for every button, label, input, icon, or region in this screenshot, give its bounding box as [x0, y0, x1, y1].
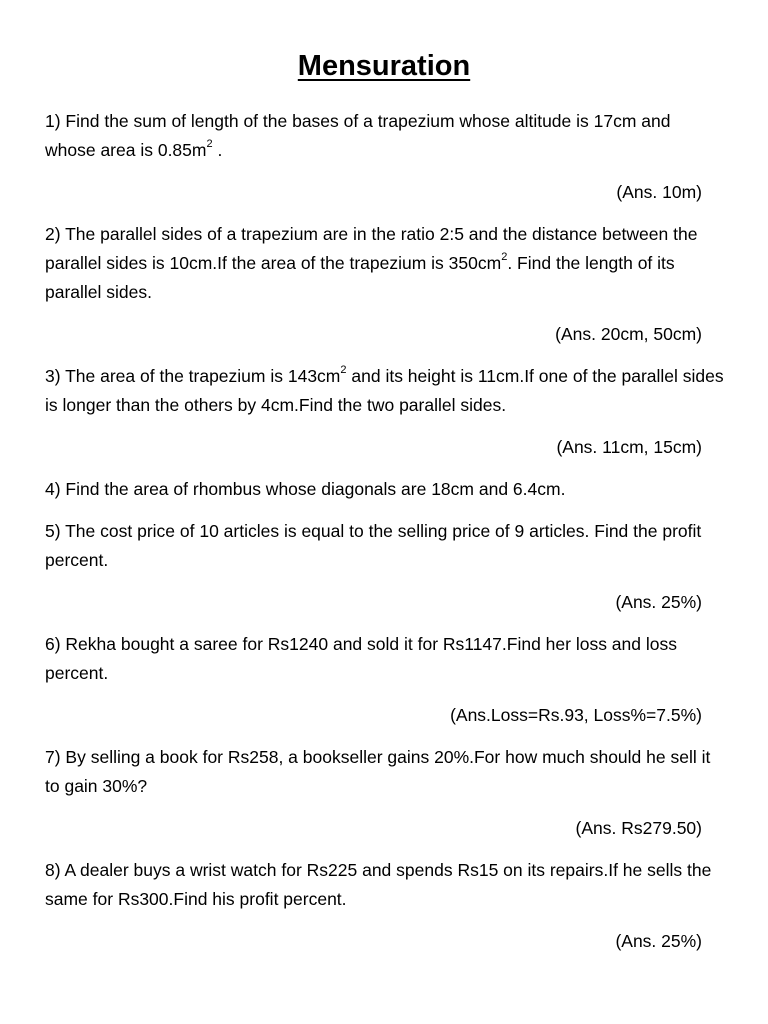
answer-6: (Ans.Loss=Rs.93, Loss%=7.5%) [450, 705, 702, 725]
question-3-text: 3) The area of the trapezium is 143cm [45, 366, 341, 386]
answer-7: (Ans. Rs279.50) [575, 818, 702, 838]
question-4: 4) Find the area of rhombus whose diagonals are 18cm and 6.4cm. [45, 479, 566, 499]
answer-2: (Ans. 20cm, 50cm) [555, 324, 702, 344]
question-6: 6) Rekha bought a saree for Rs1240 and sold it for Rs1147.Find her loss and loss percent. [45, 634, 677, 683]
question-1-superscript: 2 [206, 138, 213, 151]
question-8: 8) A dealer buys a wrist watch for Rs225 and spends Rs15 on its repairs.If he sells the same for Rs300.Find his profit percent. [45, 860, 712, 909]
answer-1: (Ans. 10m) [616, 182, 702, 202]
question-2-text-end: . Find the length of its parallel sides. [45, 253, 675, 302]
question-7: 7) By selling a book for Rs258, a bookseller gains 20%.For how much should he sell it to gain 30%? [45, 747, 711, 796]
question-3 [45, 362, 725, 420]
question-1 [45, 107, 725, 165]
question-3-superscript: 2 [340, 364, 347, 377]
question-2 [45, 220, 725, 307]
question-5: 5) The cost price of 10 articles is equal to the selling price of 9 articles. Find the profit percent. [45, 521, 702, 570]
page-title: Mensuration [297, 50, 471, 82]
answer-5: (Ans. 25%) [615, 592, 702, 612]
answer-3: (Ans. 11cm, 15cm) [556, 437, 702, 457]
question-3-text-end: and its height is 11cm.If one of the parallel sides is longer than the others by 4cm.Find the two parallel sides. [45, 366, 724, 415]
spacer [45, 504, 725, 517]
question-1-text: 1) Find the sum of length of the bases of a trapezium whose altitude is 17cm and whose area is 0.85m [45, 111, 671, 160]
question-2-superscript: 2 [501, 251, 508, 264]
question-1-text-end: . [212, 140, 223, 160]
answer-8: (Ans. 25%) [615, 931, 702, 951]
question-2-text: 2) The parallel sides of a trapezium are in the ratio 2:5 and the distance between the parallel sides is 10cm.If the area of the trapezium is 350cm [45, 224, 698, 273]
question-list [45, 107, 725, 969]
